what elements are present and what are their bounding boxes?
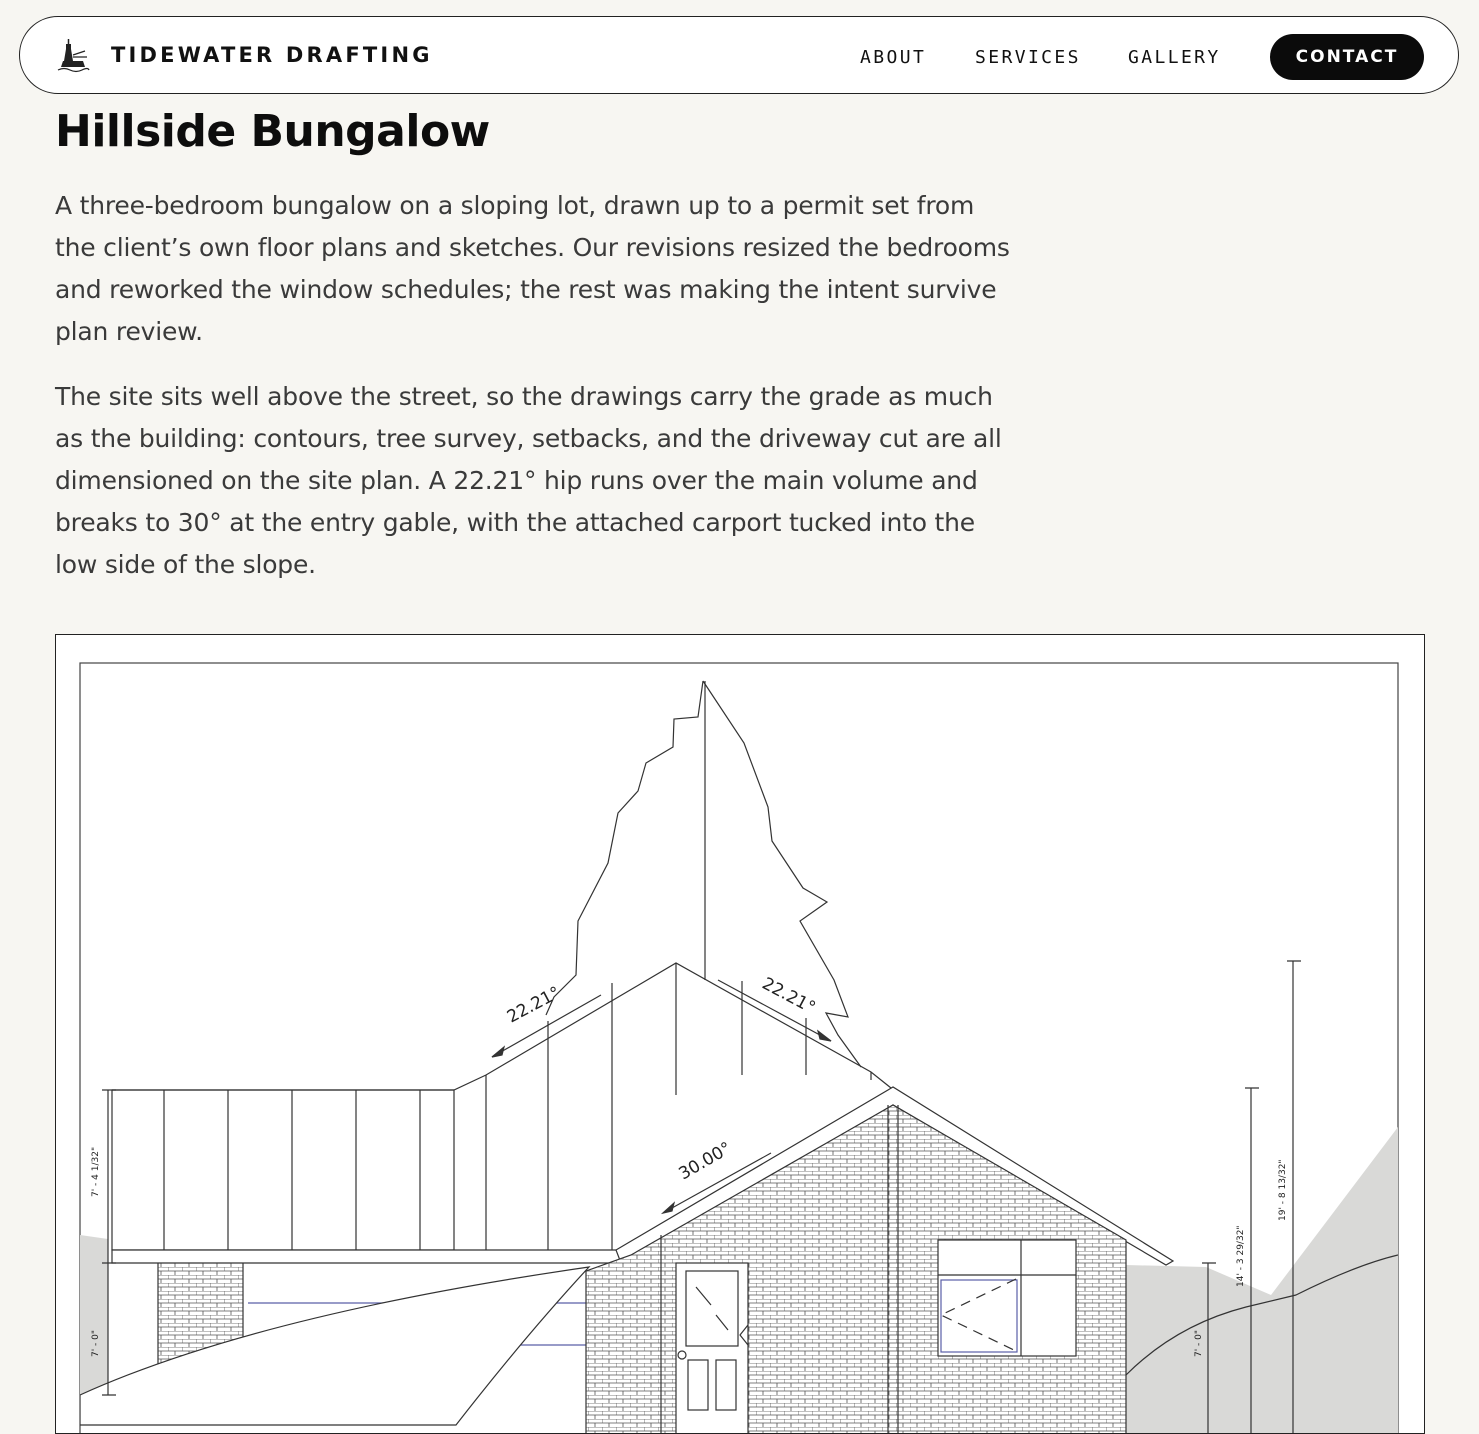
door-glass bbox=[686, 1271, 738, 1346]
grade-fill-left bbox=[80, 1235, 108, 1395]
angle-label-left: 22.21° bbox=[503, 982, 564, 1028]
angle-label-right: 22.21° bbox=[758, 973, 819, 1019]
elevation-drawing bbox=[55, 634, 1425, 1434]
brand-name[interactable]: TIDEWATER DRAFTING bbox=[111, 43, 433, 67]
driveway-cut bbox=[80, 1267, 589, 1425]
nav-gallery-link[interactable]: GALLERY bbox=[1128, 47, 1221, 68]
bedroom-window bbox=[938, 1240, 1076, 1356]
contact-button[interactable]: CONTACT bbox=[1270, 34, 1424, 80]
door-panel-right bbox=[716, 1360, 736, 1410]
dim-label-left-upper: 7' - 4 1/32" bbox=[91, 1146, 101, 1197]
door-panel-left bbox=[688, 1360, 708, 1410]
dim-label-right-c: 19' - 8 13/32" bbox=[1278, 1159, 1288, 1221]
fascia-left bbox=[112, 1250, 628, 1263]
left-volume bbox=[112, 1090, 454, 1250]
top-nav bbox=[19, 16, 1459, 94]
dim-label-right-a: 7' - 0" bbox=[1194, 1329, 1204, 1357]
grade-fill-right bbox=[1126, 1127, 1398, 1434]
lighthouse-icon[interactable] bbox=[55, 37, 91, 73]
nav-about-link[interactable]: ABOUT bbox=[860, 47, 927, 68]
nav-services-link[interactable]: SERVICES bbox=[975, 47, 1081, 68]
dim-label-left-lower: 7' - 0" bbox=[91, 1329, 101, 1357]
page-title: Hillside Bungalow bbox=[55, 106, 490, 157]
elevation-svg bbox=[56, 635, 1425, 1434]
project-description-2: The site sits well above the street, so the drawings carry the grade as much as the building: contours, tree survey, setbacks, and the driveway cut are all dimensioned on the site plan. A 22.21° hip runs over the main volume and breaks to 30° at the entry gable, with the attached carport tucked into the low side of the slope. bbox=[55, 382, 1002, 579]
dim-label-right-b: 14' - 3 29/32" bbox=[1236, 1225, 1246, 1287]
project-description-1: A three-bedroom bungalow on a sloping lot, drawn up to a permit set from the client’s own floor plans and sketches. Our revisions resized the bedrooms and reworked the window schedules; the rest was making the intent survive plan review. bbox=[55, 191, 1010, 346]
angle-label-gable: 30.00° bbox=[675, 1138, 736, 1185]
